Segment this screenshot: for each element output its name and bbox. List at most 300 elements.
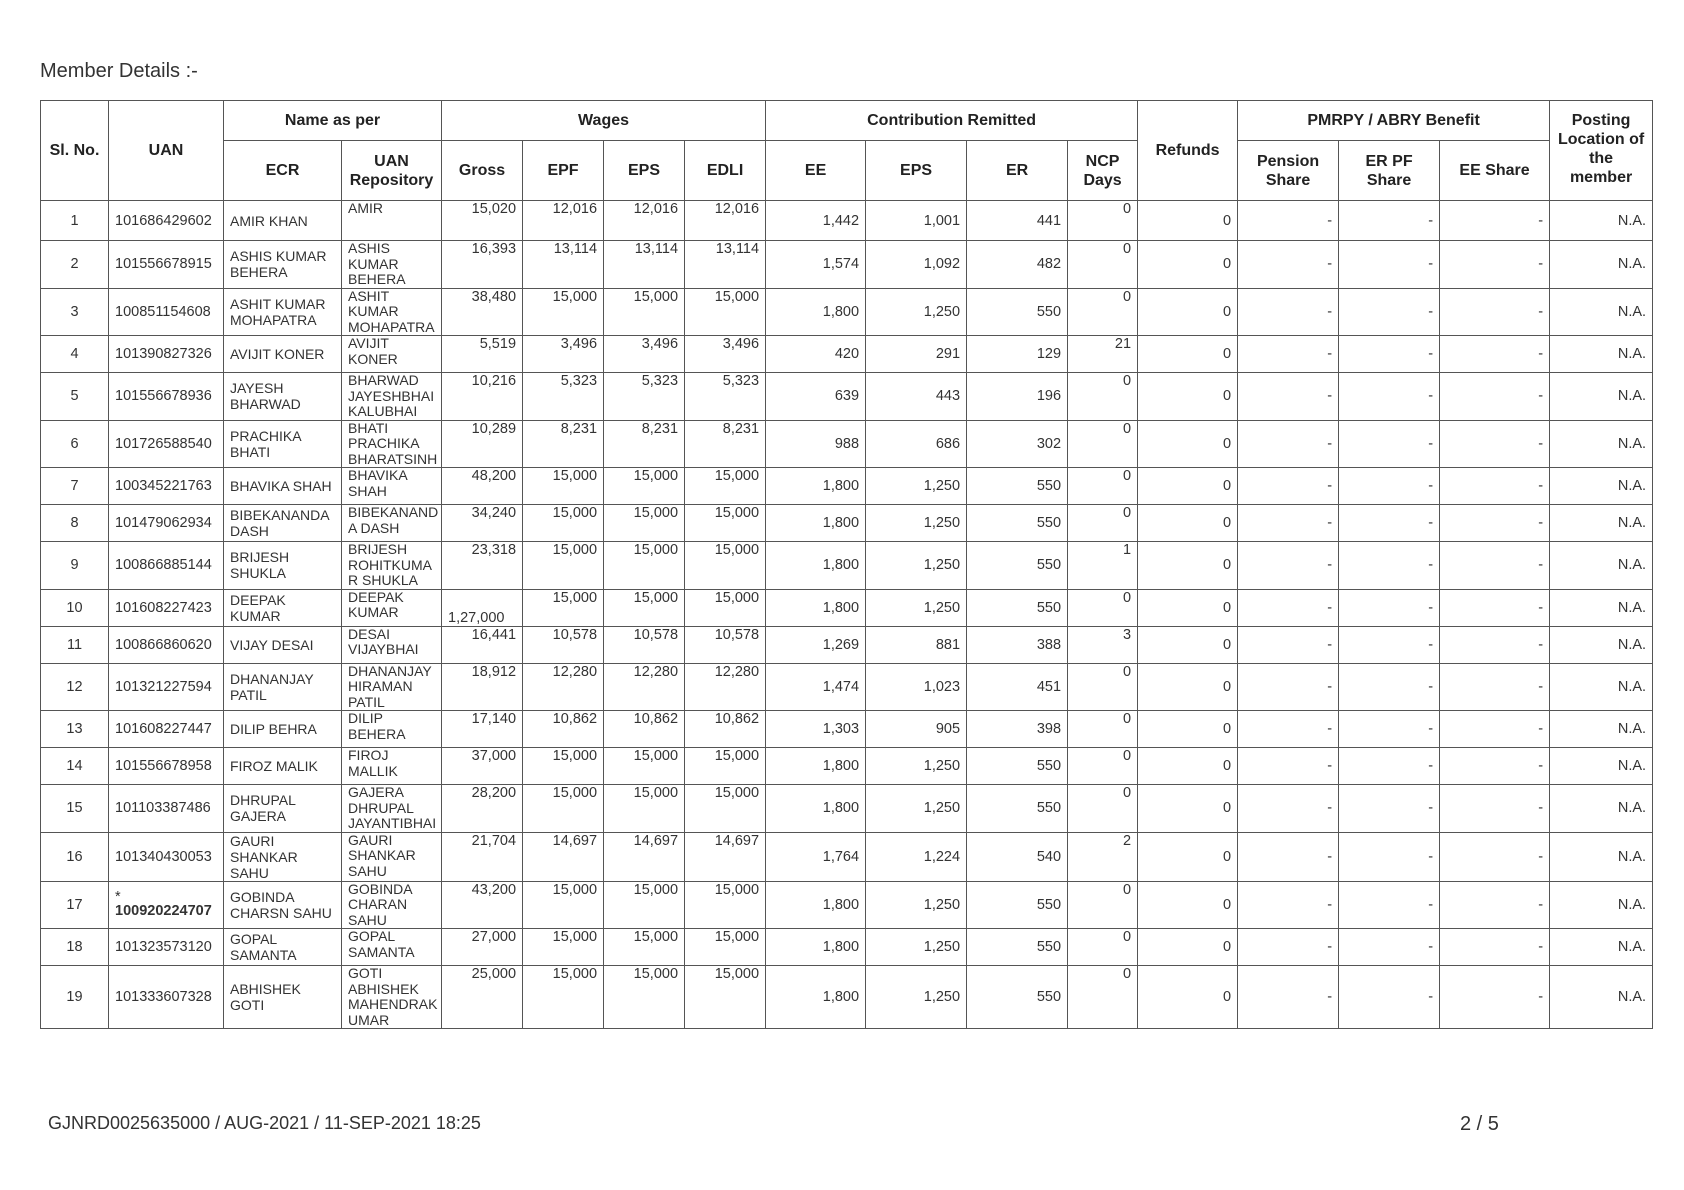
cell-ncp-days: 3 (1068, 626, 1138, 663)
cell-er: 540 (967, 832, 1068, 881)
cell-gross: 48,200 (442, 468, 523, 505)
cell-er: 398 (967, 711, 1068, 748)
cell-sl-no: 8 (41, 505, 109, 542)
table-row (41, 589, 1653, 626)
cell-name-uan-repository: DHANANJAY HIRAMAN PATIL (342, 663, 442, 711)
cell-ee-share: - (1440, 881, 1550, 929)
cell-gross: 37,000 (442, 748, 523, 785)
cell-uan: 101556678936 (109, 373, 224, 421)
cell-name-ecr: BHAVIKA SHAH (224, 468, 342, 505)
cell-er: 550 (967, 505, 1068, 542)
cell-contribution-eps: 1,250 (866, 505, 967, 542)
cell-er-pf-share: - (1339, 468, 1440, 505)
cell-pension-share: - (1238, 336, 1339, 373)
cell-wages-eps: 10,862 (604, 711, 685, 748)
cell-pension-share: - (1238, 241, 1339, 289)
cell-edli: 15,000 (685, 748, 766, 785)
cell-epf: 3,496 (523, 336, 604, 373)
cell-ee-share: - (1440, 929, 1550, 966)
cell-sl-no: 15 (41, 785, 109, 833)
cell-ee-share: - (1440, 336, 1550, 373)
cell-ee-share: - (1440, 468, 1550, 505)
cell-contribution-eps: 905 (866, 711, 967, 748)
cell-gross: 25,000 (442, 966, 523, 1029)
cell-ee-share: - (1440, 505, 1550, 542)
header-edli: EDLI (685, 141, 766, 201)
cell-epf: 15,000 (523, 505, 604, 542)
cell-edli: 10,578 (685, 626, 766, 663)
cell-ee: 1,800 (766, 505, 866, 542)
cell-posting-location: N.A. (1550, 241, 1653, 289)
cell-ee: 1,800 (766, 881, 866, 929)
cell-ee-share: - (1440, 711, 1550, 748)
cell-ee-share: - (1440, 663, 1550, 711)
cell-er-pf-share: - (1339, 505, 1440, 542)
cell-pension-share: - (1238, 748, 1339, 785)
cell-edli: 15,000 (685, 929, 766, 966)
cell-gross: 27,000 (442, 929, 523, 966)
cell-er-pf-share: - (1339, 420, 1440, 468)
header-posting-location: Posting Location of the member (1550, 101, 1653, 201)
cell-er-pf-share: - (1339, 589, 1440, 626)
cell-refunds: 0 (1138, 241, 1238, 289)
cell-refunds: 0 (1138, 785, 1238, 833)
cell-posting-location: N.A. (1550, 505, 1653, 542)
cell-edli: 15,000 (685, 881, 766, 929)
cell-epf: 15,000 (523, 468, 604, 505)
cell-uan: 101556678958 (109, 748, 224, 785)
cell-refunds: 0 (1138, 832, 1238, 881)
header-uan-repository: UAN Repository (342, 141, 442, 201)
cell-ee-share: - (1440, 542, 1550, 590)
cell-er: 129 (967, 336, 1068, 373)
cell-uan (109, 881, 224, 929)
cell-uan: 101103387486 (109, 785, 224, 833)
cell-ncp-days: 0 (1068, 201, 1138, 241)
cell-sl-no: 18 (41, 929, 109, 966)
table-row (41, 663, 1653, 711)
cell-name-uan-repository: BHAVIKA SHAH (342, 468, 442, 505)
cell-er: 550 (967, 881, 1068, 929)
cell-ee: 1,800 (766, 468, 866, 505)
cell-er-pf-share: - (1339, 748, 1440, 785)
cell-er-pf-share: - (1339, 832, 1440, 881)
header-contribution-remitted: Contribution Remitted (766, 101, 1138, 141)
cell-gross: 10,216 (442, 373, 523, 421)
cell-edli: 3,496 (685, 336, 766, 373)
cell-pension-share: - (1238, 663, 1339, 711)
cell-refunds: 0 (1138, 748, 1238, 785)
cell-wages-eps: 15,000 (604, 966, 685, 1029)
cell-refunds: 0 (1138, 663, 1238, 711)
cell-refunds: 0 (1138, 288, 1238, 336)
cell-posting-location: N.A. (1550, 373, 1653, 421)
cell-wages-eps: 13,114 (604, 241, 685, 289)
cell-uan: 101321227594 (109, 663, 224, 711)
header-name-as-per: Name as per (224, 101, 442, 141)
cell-ncp-days: 2 (1068, 832, 1138, 881)
cell-er-pf-share: - (1339, 626, 1440, 663)
cell-name-ecr: DILIP BEHRA (224, 711, 342, 748)
cell-er-pf-share: - (1339, 542, 1440, 590)
cell-posting-location: N.A. (1550, 542, 1653, 590)
cell-name-uan-repository: GAJERA DHRUPAL JAYANTIBHAI (342, 785, 442, 833)
cell-contribution-eps: 1,224 (866, 832, 967, 881)
cell-name-ecr: ASHIT KUMAR MOHAPATRA (224, 288, 342, 336)
cell-name-ecr: BIBEKANANDA DASH (224, 505, 342, 542)
cell-contribution-eps: 291 (866, 336, 967, 373)
cell-name-ecr: AMIR KHAN (224, 201, 342, 241)
cell-ee: 1,800 (766, 785, 866, 833)
cell-posting-location: N.A. (1550, 201, 1653, 241)
cell-edli: 15,000 (685, 542, 766, 590)
cell-ncp-days: 0 (1068, 420, 1138, 468)
cell-refunds: 0 (1138, 626, 1238, 663)
cell-name-uan-repository: BHARWAD JAYESHBHAI KALUBHAI (342, 373, 442, 421)
cell-name-uan-repository: DEEPAK KUMAR (342, 589, 442, 626)
cell-wages-eps: 12,016 (604, 201, 685, 241)
cell-er-pf-share: - (1339, 881, 1440, 929)
cell-gross: 43,200 (442, 881, 523, 929)
cell-uan: 100866860620 (109, 626, 224, 663)
cell-name-uan-repository: GOTI ABHISHEK MAHENDRAK UMAR (342, 966, 442, 1029)
cell-name-uan-repository: ASHIT KUMAR MOHAPATRA (342, 288, 442, 336)
table-row (41, 929, 1653, 966)
cell-uan: 100866885144 (109, 542, 224, 590)
cell-sl-no: 9 (41, 542, 109, 590)
cell-contribution-eps: 1,250 (866, 881, 967, 929)
cell-pension-share: - (1238, 881, 1339, 929)
cell-ncp-days: 1 (1068, 542, 1138, 590)
cell-contribution-eps: 1,001 (866, 201, 967, 241)
table-row (41, 468, 1653, 505)
cell-ee: 420 (766, 336, 866, 373)
table-row (41, 373, 1653, 421)
cell-sl-no: 5 (41, 373, 109, 421)
cell-wages-eps: 15,000 (604, 785, 685, 833)
header-gross: Gross (442, 141, 523, 201)
cell-refunds: 0 (1138, 711, 1238, 748)
cell-er: 550 (967, 542, 1068, 590)
cell-er-pf-share: - (1339, 966, 1440, 1029)
header-contribution-eps: EPS (866, 141, 967, 201)
cell-ee-share: - (1440, 420, 1550, 468)
cell-ncp-days: 21 (1068, 336, 1138, 373)
cell-contribution-eps: 881 (866, 626, 967, 663)
cell-name-ecr: ASHIS KUMAR BEHERA (224, 241, 342, 289)
cell-edli: 15,000 (685, 966, 766, 1029)
cell-name-ecr: DHANANJAY PATIL (224, 663, 342, 711)
cell-er: 550 (967, 288, 1068, 336)
cell-edli: 14,697 (685, 832, 766, 881)
cell-uan: 101390827326 (109, 336, 224, 373)
cell-pension-share: - (1238, 832, 1339, 881)
footer-reference: GJNRD0025635000 / AUG-2021 / 11-SEP-2021 18:25 (48, 1113, 481, 1133)
header-ecr: ECR (224, 141, 342, 201)
cell-contribution-eps: 1,250 (866, 468, 967, 505)
cell-sl-no: 16 (41, 832, 109, 881)
page-title: Member Details :- (40, 60, 198, 82)
cell-pension-share: - (1238, 785, 1339, 833)
cell-gross: 10,289 (442, 420, 523, 468)
cell-ncp-days: 0 (1068, 288, 1138, 336)
cell-er: 482 (967, 241, 1068, 289)
cell-posting-location: N.A. (1550, 929, 1653, 966)
cell-epf: 10,578 (523, 626, 604, 663)
cell-er-pf-share: - (1339, 336, 1440, 373)
cell-name-ecr: AVIJIT KONER (224, 336, 342, 373)
cell-er: 388 (967, 626, 1068, 663)
cell-sl-no: 13 (41, 711, 109, 748)
cell-ee-share: - (1440, 241, 1550, 289)
table-body (41, 201, 1653, 1029)
cell-contribution-eps: 686 (866, 420, 967, 468)
cell-name-ecr: GAURI SHANKAR SAHU (224, 832, 342, 881)
cell-uan: 100851154608 (109, 288, 224, 336)
cell-name-ecr: VIJAY DESAI (224, 626, 342, 663)
table-row (41, 748, 1653, 785)
cell-ee: 1,442 (766, 201, 866, 241)
cell-epf: 14,697 (523, 832, 604, 881)
cell-sl-no: 2 (41, 241, 109, 289)
cell-edli: 15,000 (685, 785, 766, 833)
cell-ee: 1,474 (766, 663, 866, 711)
cell-er: 550 (967, 785, 1068, 833)
cell-wages-eps: 15,000 (604, 589, 685, 626)
cell-epf: 15,000 (523, 929, 604, 966)
table-row (41, 881, 1653, 929)
cell-wages-eps: 15,000 (604, 505, 685, 542)
cell-gross: 15,020 (442, 201, 523, 241)
cell-ee: 1,303 (766, 711, 866, 748)
table-row (41, 201, 1653, 241)
cell-name-ecr: FIROZ MALIK (224, 748, 342, 785)
cell-sl-no: 3 (41, 288, 109, 336)
cell-epf: 15,000 (523, 589, 604, 626)
cell-posting-location: N.A. (1550, 711, 1653, 748)
cell-pension-share: - (1238, 420, 1339, 468)
cell-gross: 18,912 (442, 663, 523, 711)
cell-epf: 10,862 (523, 711, 604, 748)
cell-refunds: 0 (1138, 201, 1238, 241)
cell-epf: 15,000 (523, 542, 604, 590)
cell-name-uan-repository: BHATI PRACHIKA BHARATSINH (342, 420, 442, 468)
cell-er: 550 (967, 748, 1068, 785)
cell-uan: 100345221763 (109, 468, 224, 505)
cell-ee-share: - (1440, 626, 1550, 663)
cell-er: 550 (967, 929, 1068, 966)
cell-posting-location: N.A. (1550, 881, 1653, 929)
cell-pension-share: - (1238, 589, 1339, 626)
cell-contribution-eps: 1,250 (866, 966, 967, 1029)
cell-pension-share: - (1238, 929, 1339, 966)
cell-epf: 12,016 (523, 201, 604, 241)
cell-pension-share: - (1238, 288, 1339, 336)
cell-ee: 639 (766, 373, 866, 421)
cell-ncp-days: 0 (1068, 785, 1138, 833)
cell-ncp-days: 0 (1068, 929, 1138, 966)
cell-posting-location: N.A. (1550, 785, 1653, 833)
cell-er-pf-share: - (1339, 288, 1440, 336)
cell-posting-location: N.A. (1550, 663, 1653, 711)
cell-refunds: 0 (1138, 505, 1238, 542)
cell-posting-location: N.A. (1550, 589, 1653, 626)
cell-ee: 1,800 (766, 748, 866, 785)
cell-refunds: 0 (1138, 929, 1238, 966)
cell-ee-share: - (1440, 832, 1550, 881)
cell-uan: 101340430053 (109, 832, 224, 881)
cell-gross: 21,704 (442, 832, 523, 881)
cell-edli: 10,862 (685, 711, 766, 748)
cell-refunds: 0 (1138, 420, 1238, 468)
header-ncp-days: NCP Days (1068, 141, 1138, 201)
cell-name-ecr: JAYESH BHARWAD (224, 373, 342, 421)
cell-gross: 17,140 (442, 711, 523, 748)
header-epf: EPF (523, 141, 604, 201)
cell-refunds: 0 (1138, 336, 1238, 373)
cell-edli: 15,000 (685, 288, 766, 336)
cell-ee-share: - (1440, 589, 1550, 626)
header-refunds: Refunds (1138, 101, 1238, 201)
cell-name-uan-repository: AVIJIT KONER (342, 336, 442, 373)
cell-wages-eps: 15,000 (604, 929, 685, 966)
cell-er: 451 (967, 663, 1068, 711)
cell-wages-eps: 15,000 (604, 288, 685, 336)
member-details-table (40, 100, 1653, 1029)
cell-ncp-days: 0 (1068, 589, 1138, 626)
cell-er-pf-share: - (1339, 663, 1440, 711)
cell-name-ecr: GOBINDA CHARSN SAHU (224, 881, 342, 929)
cell-wages-eps: 8,231 (604, 420, 685, 468)
cell-name-ecr: DHRUPAL GAJERA (224, 785, 342, 833)
cell-ee: 1,269 (766, 626, 866, 663)
cell-er: 550 (967, 589, 1068, 626)
cell-name-uan-repository: GAURI SHANKAR SAHU (342, 832, 442, 881)
table-row (41, 288, 1653, 336)
cell-gross: 16,441 (442, 626, 523, 663)
header-pmrpy-abry: PMRPY / ABRY Benefit (1238, 101, 1550, 141)
cell-posting-location: N.A. (1550, 468, 1653, 505)
cell-contribution-eps: 1,092 (866, 241, 967, 289)
cell-edli: 12,280 (685, 663, 766, 711)
cell-er-pf-share: - (1339, 929, 1440, 966)
header-er-pf-share: ER PF Share (1339, 141, 1440, 201)
cell-epf: 15,000 (523, 288, 604, 336)
cell-contribution-eps: 1,023 (866, 663, 967, 711)
cell-name-uan-repository: DESAI VIJAYBHAI (342, 626, 442, 663)
cell-refunds: 0 (1138, 966, 1238, 1029)
header-uan: UAN (109, 101, 224, 201)
cell-epf: 15,000 (523, 785, 604, 833)
cell-gross: 1,27,000 (442, 589, 523, 626)
cell-ee: 1,800 (766, 542, 866, 590)
cell-er: 550 (967, 468, 1068, 505)
header-wages-eps: EPS (604, 141, 685, 201)
cell-sl-no: 19 (41, 966, 109, 1029)
cell-name-uan-repository: AMIR (342, 201, 442, 241)
table-row (41, 785, 1653, 833)
cell-ncp-days: 0 (1068, 468, 1138, 505)
cell-sl-no: 1 (41, 201, 109, 241)
cell-wages-eps: 15,000 (604, 542, 685, 590)
cell-posting-location: N.A. (1550, 626, 1653, 663)
cell-uan: 101726588540 (109, 420, 224, 468)
cell-posting-location: N.A. (1550, 748, 1653, 785)
cell-wages-eps: 15,000 (604, 468, 685, 505)
cell-pension-share: - (1238, 373, 1339, 421)
cell-refunds: 0 (1138, 881, 1238, 929)
cell-name-uan-repository: BRIJESH ROHITKUMA R SHUKLA (342, 542, 442, 590)
cell-uan: 101556678915 (109, 241, 224, 289)
cell-contribution-eps: 1,250 (866, 748, 967, 785)
cell-ee-share: - (1440, 748, 1550, 785)
cell-epf: 13,114 (523, 241, 604, 289)
cell-gross: 38,480 (442, 288, 523, 336)
cell-epf: 8,231 (523, 420, 604, 468)
cell-er-pf-share: - (1339, 241, 1440, 289)
cell-wages-eps: 12,280 (604, 663, 685, 711)
cell-contribution-eps: 1,250 (866, 589, 967, 626)
page-number: 2 / 5 (1460, 1113, 1499, 1135)
cell-epf: 15,000 (523, 966, 604, 1029)
cell-ee-share: - (1440, 785, 1550, 833)
cell-contribution-eps: 1,250 (866, 542, 967, 590)
cell-ee-share: - (1440, 373, 1550, 421)
cell-ee: 1,800 (766, 929, 866, 966)
header-sl-no: Sl. No. (41, 101, 109, 201)
header-wages: Wages (442, 101, 766, 141)
cell-contribution-eps: 1,250 (866, 929, 967, 966)
cell-er: 196 (967, 373, 1068, 421)
cell-name-ecr: ABHISHEK GOTI (224, 966, 342, 1029)
cell-edli: 15,000 (685, 505, 766, 542)
cell-er-pf-share: - (1339, 373, 1440, 421)
cell-uan: 101608227447 (109, 711, 224, 748)
cell-name-ecr: GOPAL SAMANTA (224, 929, 342, 966)
cell-posting-location: N.A. (1550, 336, 1653, 373)
cell-uan: 101479062934 (109, 505, 224, 542)
cell-epf: 12,280 (523, 663, 604, 711)
cell-contribution-eps: 443 (866, 373, 967, 421)
cell-edli: 13,114 (685, 241, 766, 289)
cell-name-ecr: DEEPAK KUMAR (224, 589, 342, 626)
cell-wages-eps: 10,578 (604, 626, 685, 663)
cell-edli: 12,016 (685, 201, 766, 241)
cell-ee: 1,800 (766, 966, 866, 1029)
cell-ee: 1,800 (766, 288, 866, 336)
table-row (41, 626, 1653, 663)
cell-gross: 16,393 (442, 241, 523, 289)
cell-name-uan-repository: GOPAL SAMANTA (342, 929, 442, 966)
table-row (41, 966, 1653, 1029)
header-pension-share: Pension Share (1238, 141, 1339, 201)
cell-er-pf-share: - (1339, 201, 1440, 241)
cell-posting-location: N.A. (1550, 966, 1653, 1029)
cell-sl-no: 14 (41, 748, 109, 785)
cell-posting-location: N.A. (1550, 832, 1653, 881)
cell-sl-no: 12 (41, 663, 109, 711)
cell-wages-eps: 14,697 (604, 832, 685, 881)
cell-sl-no: 11 (41, 626, 109, 663)
table-row (41, 336, 1653, 373)
uan-value: 100920224707 (115, 902, 212, 919)
cell-uan: 101686429602 (109, 201, 224, 241)
cell-sl-no: 6 (41, 420, 109, 468)
header-ee: EE (766, 141, 866, 201)
cell-er: 441 (967, 201, 1068, 241)
cell-edli: 8,231 (685, 420, 766, 468)
cell-refunds: 0 (1138, 589, 1238, 626)
